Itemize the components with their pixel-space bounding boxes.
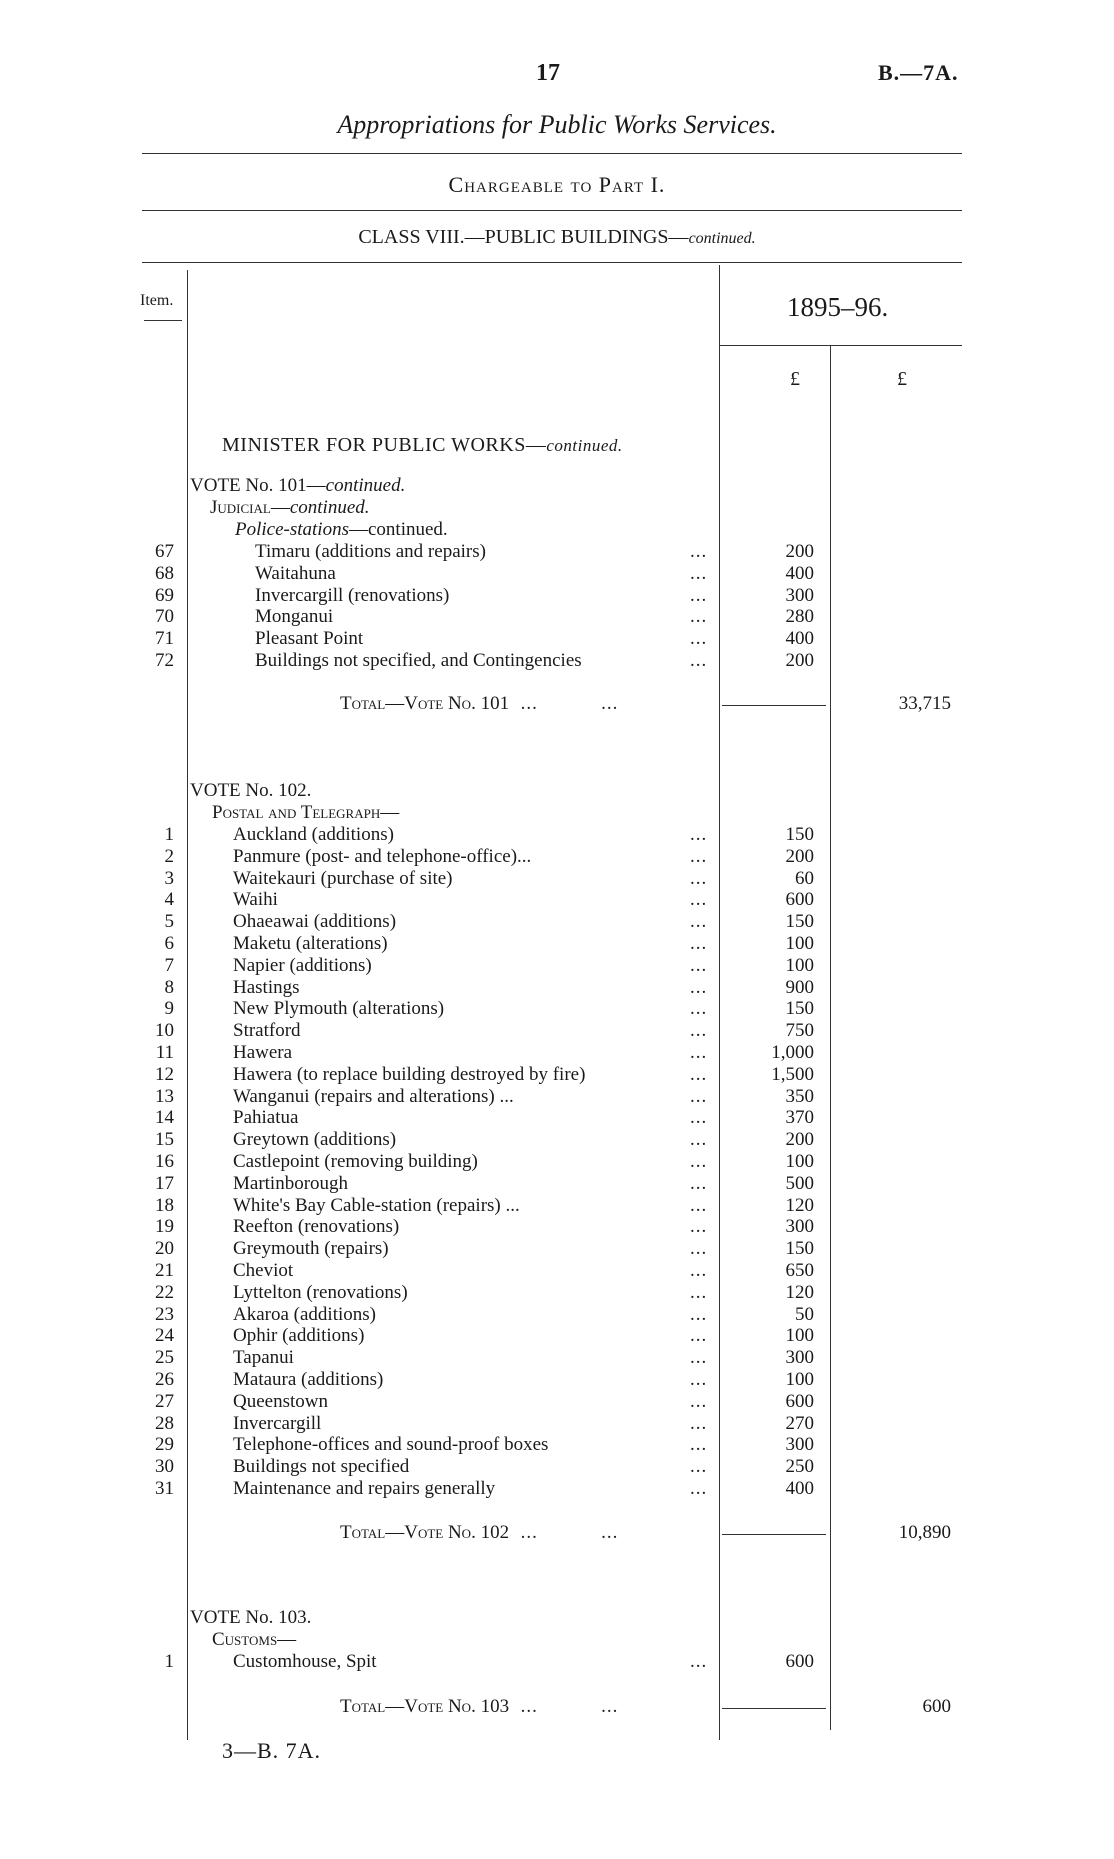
item-number: 25 xyxy=(155,1347,174,1369)
item-number: 30 xyxy=(155,1456,174,1478)
item-amount: 400 xyxy=(785,1478,814,1499)
item-description: Ophir (additions) xyxy=(233,1325,365,1347)
item-amount: 600 xyxy=(785,1651,814,1672)
list-item xyxy=(0,933,1114,955)
item-amount: 1,500 xyxy=(771,1063,814,1085)
vote-102-total-amount: 10,890 xyxy=(898,1522,951,1543)
item-description: Napier (additions) xyxy=(233,954,372,976)
list-item xyxy=(0,628,1114,650)
item-header-underline xyxy=(144,320,182,321)
list-item xyxy=(0,1304,1114,1326)
item-description: New Plymouth (alterations) xyxy=(233,998,445,1020)
rule-table-top xyxy=(142,262,962,263)
item-number: 31 xyxy=(155,1478,174,1499)
item-number: 18 xyxy=(155,1194,174,1216)
item-amount: 650 xyxy=(785,1260,814,1281)
year-header: 1895–96. xyxy=(787,292,889,322)
item-description: Greymouth (repairs) xyxy=(233,1238,389,1260)
item-number: 28 xyxy=(155,1412,174,1434)
item-amount: 370 xyxy=(785,1107,814,1129)
list-item xyxy=(0,868,1114,890)
item-description: Greytown (additions) xyxy=(233,1129,397,1151)
item-amount: 100 xyxy=(785,1325,814,1347)
vote-101-total-text: Total—Vote No. 101 xyxy=(340,693,510,714)
item-number: 6 xyxy=(164,933,174,954)
vote-101-heading xyxy=(190,475,405,497)
list-item xyxy=(0,1216,1114,1238)
item-number: 29 xyxy=(155,1434,174,1456)
item-amount: 1,000 xyxy=(771,1042,814,1063)
item-amount: 120 xyxy=(785,1281,814,1303)
item-amount: 300 xyxy=(785,584,814,606)
item-amount: 280 xyxy=(785,606,814,628)
minister-label: MINISTER FOR PUBLIC WORKS— xyxy=(222,434,547,456)
vote-103-total-amount: 600 xyxy=(922,1696,951,1717)
list-item xyxy=(0,1129,1114,1151)
list-item xyxy=(0,955,1114,977)
vote-103-total-label xyxy=(340,1696,618,1718)
dot-leader: ... xyxy=(690,954,708,976)
list-item xyxy=(0,1347,1114,1369)
item-description: Buildings not specified xyxy=(233,1456,410,1478)
list-item xyxy=(0,1434,1114,1456)
list-item xyxy=(0,889,1114,911)
list-item xyxy=(0,1456,1114,1478)
item-description: Invercargill (renovations) xyxy=(255,584,450,606)
list-item xyxy=(0,1478,1114,1500)
list-item xyxy=(0,1086,1114,1108)
item-description: Pahiatua xyxy=(233,1107,299,1129)
dot-leader: ... xyxy=(690,1390,708,1412)
item-number: 1 xyxy=(164,824,174,845)
list-item xyxy=(0,1282,1114,1304)
dot-leader: ... xyxy=(690,1456,708,1478)
list-item xyxy=(0,1238,1114,1260)
dot-leader: ... xyxy=(690,650,708,671)
item-amount: 200 xyxy=(785,1129,814,1151)
list-item xyxy=(0,1195,1114,1217)
list-item xyxy=(0,1064,1114,1086)
item-number: 27 xyxy=(155,1390,174,1412)
item-amount: 200 xyxy=(785,541,814,562)
list-item xyxy=(0,606,1114,628)
list-item xyxy=(0,911,1114,933)
item-description: Maintenance and repairs generally xyxy=(233,1478,496,1499)
dot-leader: ... xyxy=(690,606,708,628)
item-description: Invercargill xyxy=(233,1412,322,1434)
vote-101-section xyxy=(210,497,370,519)
item-number: 14 xyxy=(155,1107,174,1129)
item-description: Hawera xyxy=(233,1042,293,1063)
item-amount: 100 xyxy=(785,954,814,976)
item-description: Waitekauri (purchase of site) xyxy=(233,867,453,889)
class-heading-text: CLASS VIII.—PUBLIC BUILDINGS— xyxy=(358,226,689,248)
dot-leader: ... xyxy=(690,867,708,889)
dot-leader: ... xyxy=(690,1325,708,1347)
dot-leader: ... xyxy=(690,1129,708,1151)
dot-leader: ... xyxy=(690,1063,708,1085)
dot-leader: ... xyxy=(690,911,708,933)
item-amount: 60 xyxy=(795,867,814,889)
item-amount: 600 xyxy=(785,889,814,911)
item-description: Panmure (post- and telephone-office)... xyxy=(233,845,532,867)
vote-102-total-rule xyxy=(722,1534,826,1535)
vote-102-heading: VOTE No. 102. xyxy=(190,780,312,801)
class-heading xyxy=(0,226,1114,249)
dot-leader: ... xyxy=(690,1347,708,1369)
item-number: 67 xyxy=(155,541,174,562)
vote-103-total-rule xyxy=(722,1708,826,1709)
item-amount: 300 xyxy=(785,1347,814,1369)
list-item xyxy=(0,1651,1114,1673)
item-number: 5 xyxy=(164,911,174,933)
dot-leader: ... xyxy=(690,824,708,845)
item-amount: 300 xyxy=(785,1216,814,1238)
vote-101-total-label xyxy=(340,693,618,715)
minister-continued: continued. xyxy=(546,436,623,455)
list-item xyxy=(0,998,1114,1020)
dot-leader: ... xyxy=(690,998,708,1020)
list-item xyxy=(0,1020,1114,1042)
item-description: Pleasant Point xyxy=(255,628,364,650)
dot-leader: ... xyxy=(690,1216,708,1238)
item-description: Wanganui (repairs and alterations) ... xyxy=(233,1085,514,1107)
item-description: Telephone-offices and sound-proof boxes xyxy=(233,1434,549,1456)
item-description: Hastings xyxy=(233,976,300,998)
vote-101-section-label: Judicial— xyxy=(210,497,290,518)
item-amount: 900 xyxy=(785,976,814,998)
item-number: 70 xyxy=(155,606,174,628)
item-amount: 250 xyxy=(785,1456,814,1478)
item-description: Auckland (additions) xyxy=(233,824,394,845)
dot-leader: ... xyxy=(690,1303,708,1325)
item-number: 72 xyxy=(155,650,174,671)
item-amount: 100 xyxy=(785,1151,814,1172)
item-number: 8 xyxy=(164,976,174,998)
list-item xyxy=(0,585,1114,607)
dot-leader: ... xyxy=(690,1369,708,1390)
item-number: 4 xyxy=(164,889,174,911)
dot-leader: ... xyxy=(690,1238,708,1260)
vote-103-total-text: Total—Vote No. 103 xyxy=(340,1696,510,1717)
vote-101-total-leader: ... ... xyxy=(509,693,619,714)
pound-header-totals: £ xyxy=(897,368,907,390)
dot-leader: ... xyxy=(690,1020,708,1042)
item-number: 16 xyxy=(155,1151,174,1172)
dot-leader: ... xyxy=(690,1172,708,1194)
item-amount: 50 xyxy=(795,1303,814,1325)
dot-leader: ... xyxy=(690,584,708,606)
dot-leader: ... xyxy=(690,933,708,954)
item-description: Buildings not specified, and Contingencies xyxy=(255,650,582,671)
item-number: 22 xyxy=(155,1281,174,1303)
vote-101-subsection-continued: —continued. xyxy=(348,519,448,540)
rule-year xyxy=(719,345,962,346)
item-amount: 350 xyxy=(785,1085,814,1107)
item-column-header: Item. xyxy=(140,292,174,309)
item-amount: 500 xyxy=(785,1172,814,1194)
item-amount: 100 xyxy=(785,933,814,954)
document-reference: B.—7A. xyxy=(878,60,959,85)
list-item xyxy=(0,563,1114,585)
item-amount: 600 xyxy=(785,1390,814,1412)
list-item xyxy=(0,1151,1114,1173)
vote-103-heading: VOTE No. 103. xyxy=(190,1607,312,1628)
item-number: 21 xyxy=(155,1260,174,1281)
item-amount: 400 xyxy=(785,628,814,650)
item-number: 13 xyxy=(155,1085,174,1107)
item-description: Waitahuna xyxy=(255,562,336,584)
item-amount: 750 xyxy=(785,1020,814,1042)
item-amount: 150 xyxy=(785,1238,814,1260)
vote-101-total-amount: 33,715 xyxy=(898,693,951,714)
vote-103-total-leader: ... ... xyxy=(509,1696,619,1717)
item-number: 7 xyxy=(164,954,174,976)
item-number: 15 xyxy=(155,1129,174,1151)
list-item xyxy=(0,824,1114,846)
vote-102-total-leader: ... ... xyxy=(509,1522,619,1543)
dot-leader: ... xyxy=(690,1434,708,1456)
list-item xyxy=(0,650,1114,672)
item-description: Ohaeawai (additions) xyxy=(233,911,397,933)
item-description: Cheviot xyxy=(233,1260,294,1281)
pound-header-items: £ xyxy=(790,368,800,390)
dot-leader: ... xyxy=(690,845,708,867)
dot-leader: ... xyxy=(690,1260,708,1281)
list-item xyxy=(0,1107,1114,1129)
item-description: White's Bay Cable-station (repairs) ... xyxy=(233,1194,520,1216)
item-number: 26 xyxy=(155,1369,174,1390)
item-description: Queenstown xyxy=(233,1390,328,1412)
item-number: 10 xyxy=(155,1020,174,1042)
item-number: 17 xyxy=(155,1172,174,1194)
dot-leader: ... xyxy=(690,562,708,584)
item-description: Timaru (additions and repairs) xyxy=(255,541,486,562)
class-heading-continued: continued. xyxy=(688,230,756,247)
item-description: Customhouse, Spit xyxy=(233,1651,377,1672)
rule-subtitle xyxy=(142,210,962,211)
item-number: 1 xyxy=(164,1651,174,1672)
item-amount: 150 xyxy=(785,998,814,1020)
item-description: Reefton (renovations) xyxy=(233,1216,400,1238)
item-number: 12 xyxy=(155,1063,174,1085)
list-item xyxy=(0,1413,1114,1435)
page-signature: 3—B. 7A. xyxy=(222,1738,322,1763)
list-item xyxy=(0,541,1114,563)
vote-101-label: VOTE No. 101— xyxy=(190,475,326,496)
item-description: Maketu (alterations) xyxy=(233,933,388,954)
item-amount: 270 xyxy=(785,1412,814,1434)
page-subtitle: Chargeable to Part I. xyxy=(448,172,666,197)
item-number: 19 xyxy=(155,1216,174,1238)
item-amount: 120 xyxy=(785,1194,814,1216)
page-number: 17 xyxy=(536,60,560,86)
rule-top xyxy=(142,153,962,154)
vote-101-subsection xyxy=(235,519,448,541)
dot-leader: ... xyxy=(690,1107,708,1129)
item-description: Martinborough xyxy=(233,1172,349,1194)
vote-101-continued: continued. xyxy=(325,475,406,496)
item-description: Monganui xyxy=(255,606,334,628)
dot-leader: ... xyxy=(690,1651,708,1672)
item-number: 11 xyxy=(155,1042,174,1063)
list-item xyxy=(0,1260,1114,1282)
item-amount: 150 xyxy=(785,824,814,845)
page-title: Appropriations for Public Works Services. xyxy=(337,110,777,139)
vote-102-total-label xyxy=(340,1522,618,1544)
item-description: Hawera (to replace building destroyed by fire) xyxy=(233,1063,586,1085)
list-item xyxy=(0,846,1114,868)
dot-leader: ... xyxy=(690,1151,708,1172)
item-amount: 300 xyxy=(785,1434,814,1456)
item-number: 68 xyxy=(155,562,174,584)
list-item xyxy=(0,977,1114,999)
vote-101-total-rule xyxy=(722,705,826,706)
item-description: Tapanui xyxy=(233,1347,294,1369)
vote-101-subsection-label: Police-stations xyxy=(235,519,349,540)
dot-leader: ... xyxy=(690,1085,708,1107)
minister-heading xyxy=(222,434,623,457)
list-item xyxy=(0,1369,1114,1391)
item-description: Waihi xyxy=(233,889,278,911)
item-description: Akaroa (additions) xyxy=(233,1303,376,1325)
item-amount: 200 xyxy=(785,845,814,867)
list-item xyxy=(0,1325,1114,1347)
item-amount: 150 xyxy=(785,911,814,933)
item-description: Lyttelton (renovations) xyxy=(233,1281,408,1303)
item-number: 9 xyxy=(164,998,174,1020)
vote-102-total-text: Total—Vote No. 102 xyxy=(340,1522,510,1543)
dot-leader: ... xyxy=(690,628,708,650)
list-item xyxy=(0,1173,1114,1195)
item-description: Stratford xyxy=(233,1020,301,1042)
vote-102-section: Postal and Telegraph— xyxy=(212,802,400,823)
item-amount: 200 xyxy=(785,650,814,671)
dot-leader: ... xyxy=(690,1194,708,1216)
item-number: 69 xyxy=(155,584,174,606)
item-number: 3 xyxy=(164,867,174,889)
item-description: Mataura (additions) xyxy=(233,1369,384,1390)
item-amount: 400 xyxy=(785,562,814,584)
dot-leader: ... xyxy=(690,1281,708,1303)
vote-103-section: Customs— xyxy=(212,1629,297,1650)
item-amount: 100 xyxy=(785,1369,814,1390)
dot-leader: ... xyxy=(690,541,708,562)
list-item xyxy=(0,1042,1114,1064)
vote-101-section-continued: continued. xyxy=(289,497,370,518)
item-number: 24 xyxy=(155,1325,174,1347)
dot-leader: ... xyxy=(690,1478,708,1499)
dot-leader: ... xyxy=(690,976,708,998)
list-item xyxy=(0,1391,1114,1413)
item-number: 71 xyxy=(155,628,174,650)
item-description: Castlepoint (removing building) xyxy=(233,1151,478,1172)
item-number: 20 xyxy=(155,1238,174,1260)
dot-leader: ... xyxy=(690,1412,708,1434)
dot-leader: ... xyxy=(690,889,708,911)
item-number: 23 xyxy=(155,1303,174,1325)
dot-leader: ... xyxy=(690,1042,708,1063)
item-number: 2 xyxy=(164,845,174,867)
